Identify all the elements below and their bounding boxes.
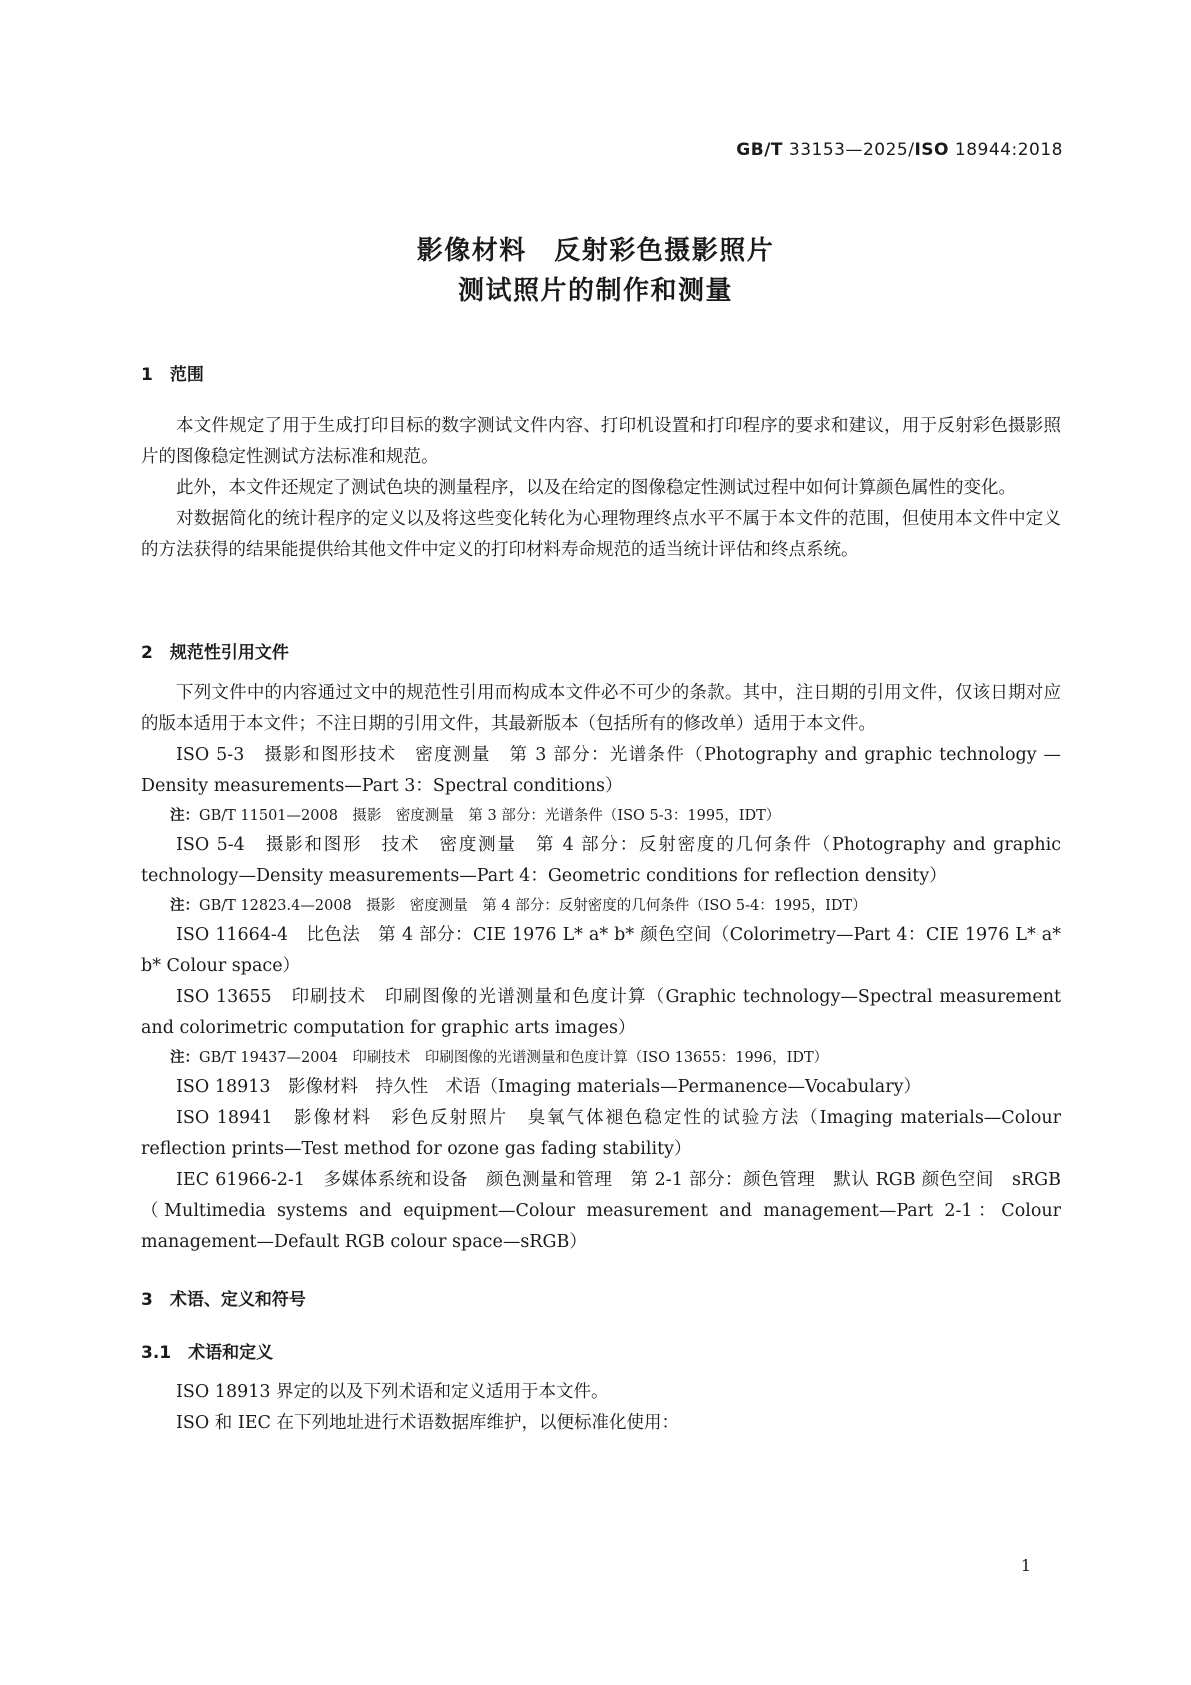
section-3-1-paragraph: ISO 和 IEC 在下列地址进行术语数据库维护，以便标准化使用： [176,1413,680,1433]
reference-note: 注：GB/T 19437—2004 印刷技术 印刷图像的光谱测量和色度计算（ISO 13655：1996，IDT） [170,1050,829,1066]
section-1-paragraph: 对数据简化的统计程序的定义以及将这些变化转化为心理物理终点水平不属于本文件的范围，但使用本文件中定义的方法获得的结果能提供给其他文件中定义的打印材料寿命规范的适当统计评估和终点系统。 [141,509,1061,560]
section-3-heading: 3 术语、定义和符号 [141,1290,306,1310]
reference-item: ISO 5-4 摄影和图形 技术 密度测量 第 4 部分：反射密度的几何条件（Photography and graphic technology—Density measurements—Part 4：Geometric conditions for reflection density） [141,835,1061,886]
section-2-intro: 下列文件中的内容通过文中的规范性引用而构成本文件必不可少的条款。其中，注日期的引用文件，仅该日期对应的版本适用于本文件；不注日期的引用文件，其最新版本（包括所有的修改单）适用于本文件。 [141,683,1061,734]
page-number: 1 [1020,1556,1031,1575]
section-1-body [141,411,1061,566]
reference-item: ISO 18941 影像材料 彩色反射照片 臭氧气体褪色稳定性的试验方法（Imaging materials—Colour reflection prints—Test method for ozone gas fading stability） [141,1108,1061,1159]
reference-item: ISO 18913 影像材料 持久性 术语（Imaging materials—Permanence—Vocabulary） [176,1077,921,1097]
section-2-heading: 2 规范性引用文件 [141,643,289,663]
document-title-line-2: 测试照片的制作和测量 [457,276,733,306]
section-3-1-heading: 3.1 术语和定义 [141,1343,274,1363]
section-1-paragraph: 本文件规定了用于生成打印目标的数字测试文件内容、打印机设置和打印程序的要求和建议，用于反射彩色摄影照片的图像稳定性测试方法标准和规范。 [141,416,1061,467]
reference-item: ISO 13655 印刷技术 印刷图像的光谱测量和色度计算（Graphic technology—Spectral measurement and colorimetric computation for graphic arts images） [141,987,1061,1038]
reference-note: 注：GB/T 11501—2008 摄影 密度测量 第 3 部分：光谱条件（ISO 5-3：1995，IDT） [170,808,781,824]
reference-note: 注：GB/T 12823.4—2008 摄影 密度测量 第 4 部分：反射密度的几何条件（ISO 5-4：1995，IDT） [170,898,867,914]
reference-item: IEC 61966-2-1 多媒体系统和设备 颜色测量和管理 第 2-1 部分：颜色管理 默认 RGB 颜色空间 sRGB（Multimedia systems and equipment—Colour measurement and management—Part 2-1：Colour management—Default RGB colour space—sRGB） [141,1170,1061,1252]
section-3-1-body [141,1377,1061,1439]
section-2-body [141,678,1061,1258]
section-1-paragraph: 此外，本文件还规定了测试色块的测量程序，以及在给定的图像稳定性测试过程中如何计算颜色属性的变化。 [176,478,1016,498]
reference-item: ISO 11664-4 比色法 第 4 部分：CIE 1976 L* a* b* 颜色空间（Colorimetry—Part 4：CIE 1976 L* a* b* Colour space） [141,925,1061,976]
document-title-line-1: 影像材料 反射彩色摄影照片 [416,236,775,266]
section-3-1-paragraph: ISO 18913 界定的以及下列术语和定义适用于本文件。 [176,1382,609,1402]
section-1-heading: 1 范围 [141,365,204,385]
standard-code-header: GB/T 33153—2025/ISO 18944:2018 [736,140,1063,160]
reference-item: ISO 5-3 摄影和图形技术 密度测量 第 3 部分：光谱条件（Photography and graphic technology —Density measurements—Part 3：Spectral conditions） [141,745,1061,796]
